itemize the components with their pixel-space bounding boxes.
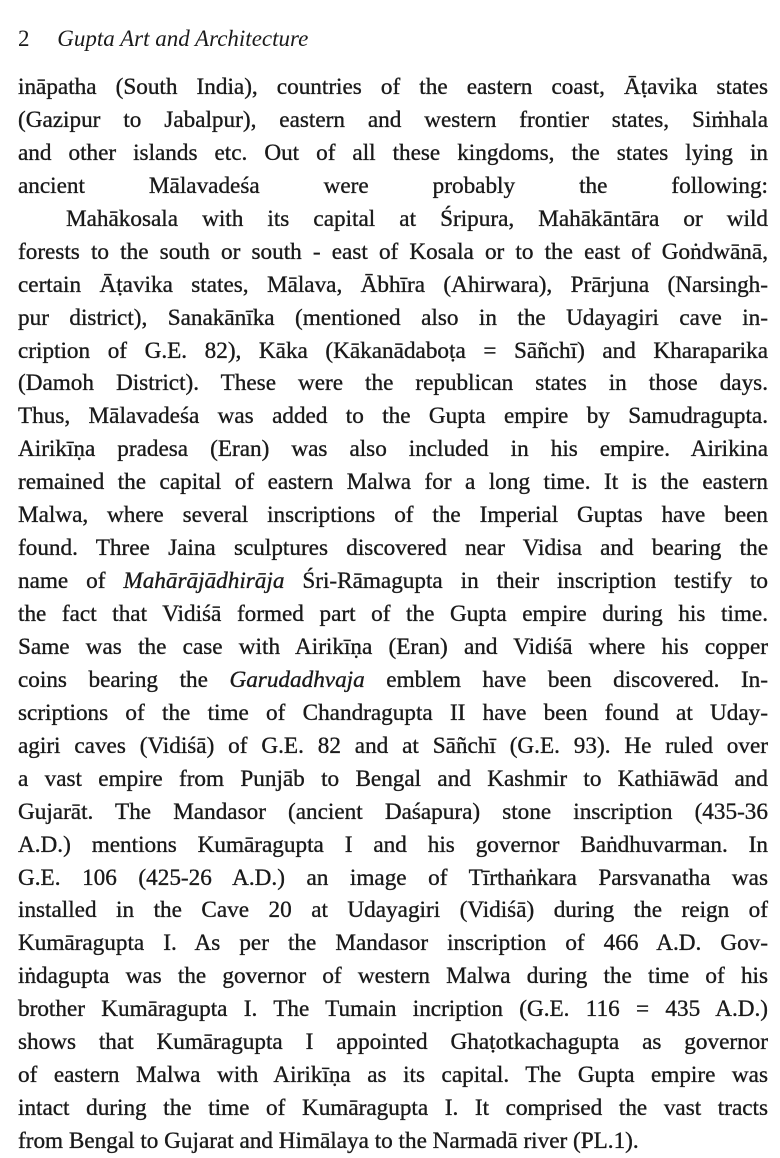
text-segment: agiri caves (Vidiśā) of G.E. 82 and at Sāñchī (G.E. 93). He ruled over [18, 732, 768, 759]
text-line [18, 763, 768, 796]
text-segment: ancient Mālavadeśa were probably the following: [18, 172, 768, 199]
text-segment: installed in the Cave 20 at Udayagiri (Vidiśā) during the reign of [18, 897, 768, 924]
text-line [18, 302, 768, 335]
text-line [18, 664, 768, 697]
text-segment: Mahākosala with its capital at Śripura, Mahākāntāra or wild [66, 205, 768, 232]
text-line [18, 631, 768, 664]
text-line [18, 367, 768, 400]
text-segment: Thus, Mālavadeśa was added to the Gupta empire by Samudragupta. [18, 403, 768, 430]
text-line [18, 466, 768, 499]
text-segment: G.E. 106 (425-26 A.D.) an image of Tīrthaṅkara Parsvanatha was [18, 864, 768, 891]
text-line [18, 170, 768, 203]
text-segment: coins bearing the [18, 666, 230, 693]
text-line [18, 203, 768, 236]
text-line [18, 565, 768, 598]
page-number: 2 [18, 26, 30, 51]
text-line [18, 894, 768, 927]
text-segment: iṅdagupta was the governor of western Malwa during the time of his [18, 963, 768, 990]
text-line [18, 598, 768, 631]
text-line [18, 730, 768, 763]
text-line [18, 1026, 768, 1059]
text-line [18, 499, 768, 532]
text-line [18, 269, 768, 302]
text-segment: Śri-Rāmagupta in their inscription testify to [284, 568, 769, 595]
text-segment: name of [18, 568, 124, 595]
text-segment: Same was the case with Airikīṇa (Eran) and Vidiśā where his copper [18, 633, 768, 660]
text-line [18, 532, 768, 565]
text-segment: remained the capital of eastern Malwa for a long time. It is the eastern [18, 469, 768, 496]
text-line [18, 433, 768, 466]
text-segment: Airikīṇa pradesa (Eran) was also included in his empire. Airikina [18, 436, 768, 463]
text-line [18, 862, 768, 895]
text-line [18, 1125, 768, 1158]
text-line [18, 796, 768, 829]
text-line [18, 137, 768, 170]
text-segment: brother Kumāragupta I. The Tumain incription (G.E. 116 = 435 A.D.) [18, 996, 768, 1023]
text-segment: Malwa, where several inscriptions of the Imperial Guptas have been [18, 502, 768, 529]
text-segment: found. Three Jaina sculptures discovered near Vidisa and bearing the [18, 535, 768, 562]
running-title: Gupta Art and Architecture [57, 26, 309, 51]
text-line [18, 71, 768, 104]
text-segment: (Gazipur to Jabalpur), eastern and western frontier states, Siṁhala [18, 106, 768, 133]
text-segment: ināpatha (South India), countries of the eastern coast, Āṭavika states [18, 74, 768, 100]
body-text [18, 71, 768, 1158]
text-segment: pur district), Sanakānīka (mentioned also in the Udayagiri cave in- [18, 304, 768, 331]
text-line [18, 993, 768, 1026]
text-line [18, 1059, 768, 1092]
text-segment: Gujarāt. The Mandasor (ancient Daśapura) stone inscription (435-36 [18, 798, 768, 825]
text-line [18, 1092, 768, 1125]
text-line [18, 927, 768, 960]
text-line [18, 236, 768, 269]
text-segment: of eastern Malwa with Airikīṇa as its capital. The Gupta empire was [18, 1062, 768, 1089]
text-segment: from Bengal to Gujarat and Himālaya to the Narmadā river (PL.1). [18, 1128, 639, 1154]
italic-term: Garudadhvaja [229, 666, 365, 693]
text-line [18, 104, 768, 137]
text-segment: shows that Kumāragupta I appointed Ghaṭotkachagupta as governor [18, 1029, 768, 1056]
text-segment: A.D.) mentions Kumāragupta I and his governor Baṅdhuvarman. In [18, 831, 768, 858]
text-segment: a vast empire from Punjāb to Bengal and Kashmir to Kathiāwād and [18, 765, 768, 792]
text-segment: Kumāragupta I. As per the Mandasor inscription of 466 A.D. Gov- [18, 930, 768, 957]
text-segment: the fact that Vidiśā formed part of the Gupta empire during his time. [18, 601, 768, 627]
text-segment: and other islands etc. Out of all these kingdoms, the states lying in [18, 139, 768, 166]
text-segment: intact during the time of Kumāragupta I. It comprised the vast tracts [18, 1095, 768, 1122]
running-header [18, 26, 308, 52]
text-segment: scriptions of the time of Chandragupta II have been found at Uday- [18, 699, 768, 726]
text-line [18, 960, 768, 993]
text-segment: emblem have been discovered. In- [364, 666, 768, 693]
italic-term: Mahārājādhirāja [123, 568, 285, 595]
text-segment: cription of G.E. 82), Kāka (Kākanādaboṭa = Sāñchī) and Kharaparika [18, 337, 768, 364]
text-line [18, 335, 768, 368]
text-line [18, 400, 768, 433]
text-segment: certain Āṭavika states, Mālava, Ābhīra (Ahirwara), Prārjuna (Narsingh- [18, 271, 768, 298]
text-segment: forests to the south or south - east of Kosala or to the east of Goṅdwānā, [18, 238, 768, 265]
text-line [18, 829, 768, 862]
text-segment: (Damoh District). These were the republican states in those days. [18, 370, 768, 397]
text-line [18, 697, 768, 730]
